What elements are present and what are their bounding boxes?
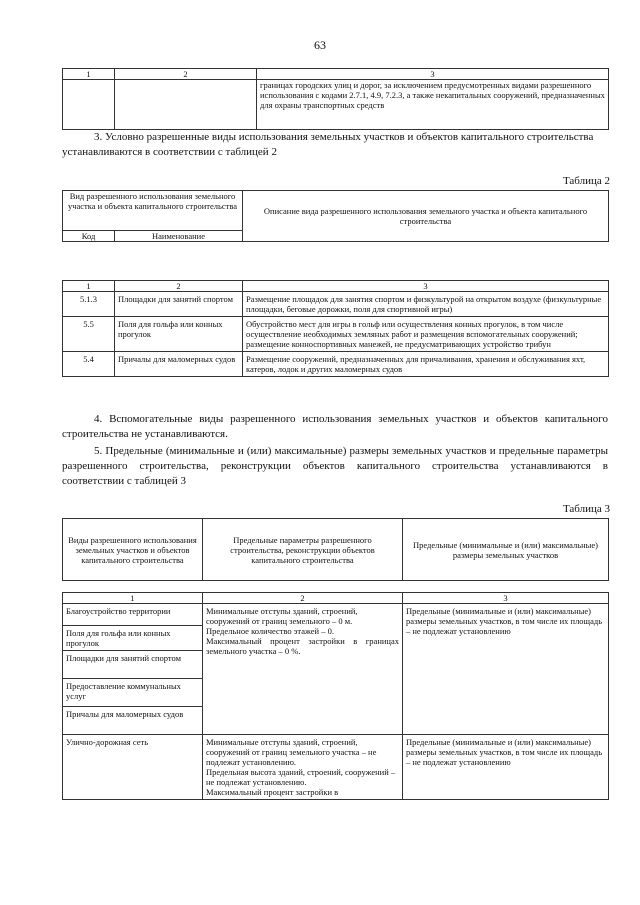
table2-caption: Таблица 2 <box>562 175 610 187</box>
table3-head-1: Виды разрешенного использования земельных участков и объектов капитального строительства <box>63 519 203 581</box>
continuation-text: границах городских улиц и дорог, за исключением предусмотренных видами разрешенного использования с кодами 2.7.1, 4.9, 7.2.3, а также некапитальных сооружений, предназначенных для охраны транспортных средств <box>257 80 609 130</box>
paragraph-5: 5. Предельные (минимальные и (или) максимальные) размеры земельных участков и предельные параметры разрешенного строительства, реконструкции объектов капитального строительства устанавливаются в соответствии с таблицей 3 <box>62 445 608 487</box>
list-item: Благоустройство территории <box>63 604 203 626</box>
table3-head-2: Предельные параметры разрешенного строительства, реконструкции объектов капитального строительства <box>203 519 403 581</box>
table-row <box>63 317 609 352</box>
group2-params: Минимальные отступы зданий, строений, сооружений от границ земельного участка – не подлежат установлению. Предельная высота зданий, строений, сооружений – не подлежат установлению. Максимальный процент застройки в <box>203 735 403 800</box>
row-desc: Размещение площадок для занятия спортом и физкультурой на открытом воздухе (физкультурные площадки, беговые дорожки, поля для спортивной игры) <box>243 292 609 317</box>
table-row <box>63 292 609 317</box>
table2-head-code: Код <box>63 231 115 242</box>
col-num-3: 3 <box>403 593 609 604</box>
col-num-2: 2 <box>115 69 257 80</box>
col-num-2: 2 <box>115 281 243 292</box>
list-item: Предоставление коммунальных услуг <box>63 679 203 707</box>
continuation-table <box>62 68 609 130</box>
col-num-3: 3 <box>257 69 609 80</box>
col-num-1: 1 <box>63 593 203 604</box>
row-name: Причалы для маломерных судов <box>115 352 243 377</box>
table3-head-3: Предельные (минимальные и (или) максимальные) размеры земельных участков <box>403 519 609 581</box>
table2-body <box>62 280 609 377</box>
table2-header <box>62 190 609 242</box>
list-item: Поля для гольфа или конных прогулок <box>63 626 203 651</box>
table2-head-name: Наименование <box>115 231 243 242</box>
table2-head-group: Вид разрешенного использования земельного участка и объекта капитального строительства <box>63 191 243 231</box>
col-num-1: 1 <box>63 281 115 292</box>
group2-name: Улично-дорожная сеть <box>63 735 203 800</box>
col-num-3: 3 <box>243 281 609 292</box>
table3-header <box>62 518 609 581</box>
table2-head-desc: Описание вида разрешенного использования земельного участка и объекта капитального строительства <box>243 191 609 242</box>
col-num-2: 2 <box>203 593 403 604</box>
col-num-1: 1 <box>63 69 115 80</box>
row-desc: Обустройство мест для игры в гольф или осуществления конных прогулок, в том числе осуществление необходимых земляных работ и размещения вспомогательных сооружений; размещение конноспортивных манежей, не предусматривающих устройство трибун <box>243 317 609 352</box>
row-code: 5.5 <box>63 317 115 352</box>
list-item: Причалы для маломерных судов <box>63 707 203 735</box>
group1-size: Предельные (минимальные и (или) максимальные) размеры земельных участков, в том числе их площадь – не подлежат установлению <box>403 604 609 735</box>
row-name: Поля для гольфа или конных прогулок <box>115 317 243 352</box>
table-row <box>63 352 609 377</box>
group1-params: Минимальные отступы зданий, строений, сооружений от границ земельного – 0 м. Предельное количество этажей – 0. Максимальный процент застройки в границах земельного участка – 0 %. <box>203 604 403 735</box>
table3-caption: Таблица 3 <box>562 503 610 515</box>
row-desc: Размещение сооружений, предназначенных для причаливания, хранения и обслуживания яхт, катеров, лодок и других маломерных судов <box>243 352 609 377</box>
row-code: 5.1.3 <box>63 292 115 317</box>
paragraph-3: 3. Условно разрешенные виды использования земельных участков и объектов капитального строительства устанавливаются в соответствии с таблицей 2 <box>62 131 594 158</box>
row-code: 5.4 <box>63 352 115 377</box>
table3-body <box>62 592 609 800</box>
group2-size: Предельные (минимальные и (или) максимальные) размеры земельных участков, в том числе их площадь – не подлежат установлению <box>403 735 609 800</box>
page-number: 63 <box>314 38 326 52</box>
row-name: Площадки для занятий спортом <box>115 292 243 317</box>
list-item: Площадки для занятий спортом <box>63 651 203 679</box>
paragraph-4: 4. Вспомогательные виды разрешенного использования земельных участков и объектов капитального строительства не устанавливаются. <box>62 413 608 440</box>
